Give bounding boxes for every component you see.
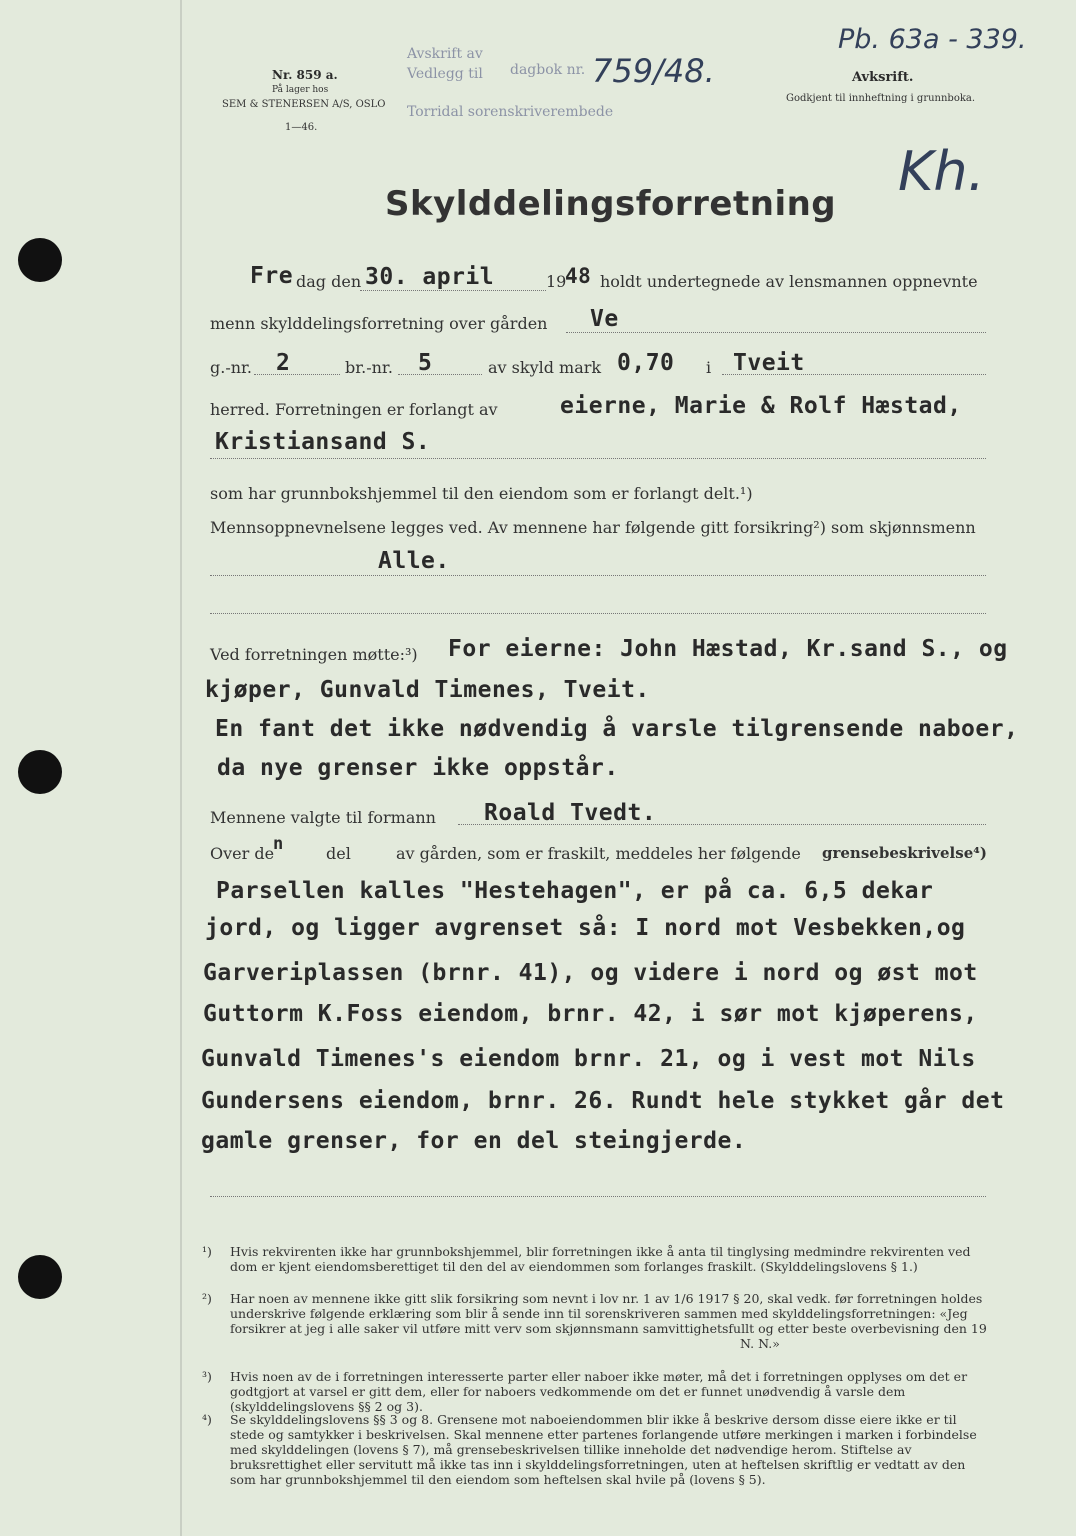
day-suffix: dag den (296, 272, 362, 291)
herred-name: Tveit (733, 350, 805, 376)
gnr-label: g.-nr. (210, 358, 253, 377)
publisher-line-2: SEM & STENERSEN A/S, OSLO (222, 99, 386, 110)
document-title: Skylddelingsforretning (385, 184, 837, 224)
attendance-label: Ved forretningen møtte:³) (210, 645, 418, 664)
skyld-value: 0,70 (617, 350, 675, 376)
punch-hole (18, 238, 62, 282)
line2-text: menn skylddelingsforretning over gården (210, 314, 548, 333)
publisher-line-1: På lager hos (272, 85, 329, 95)
over-superscript: n (273, 834, 284, 854)
i-label: i (706, 358, 712, 377)
description-line: gamle grenser, for en del steingjerde. (201, 1128, 747, 1154)
godkjent-note: Godkjent til innheftning i grunnboka. (786, 93, 976, 104)
stamp-line-2: Vedlegg til (407, 66, 483, 82)
description-line: Guttorm K.Foss eiendom, brnr. 42, i sør mot kjøperens, (203, 1001, 978, 1027)
print-date: 1—46. (285, 122, 318, 133)
witnesses: Alle. (378, 548, 450, 574)
bnr-label: br.-nr. (345, 358, 393, 377)
year-prefix: 19 (546, 272, 567, 291)
attendance-line-4: da nye grenser ikke oppstår. (217, 755, 619, 781)
footnote-2 (202, 1291, 992, 1351)
meeting-date: 30. april (365, 264, 495, 290)
footnote-number: ²) (202, 1291, 212, 1306)
footnote-4 (202, 1412, 992, 1487)
chairman-label: Mennene valgte til formann (210, 808, 436, 827)
bnr-value: 5 (418, 350, 433, 376)
punch-hole (18, 1255, 62, 1299)
footnote-text: Hvis rekvirenten ikke har grunnbokshjemmel, blir forretningen ikke å anta til tinglysing medmindre rekvirenten ved dom er kjent eiendomsberettiget til den del av eiendommen som forlanges fraskilt. (Skylddelingslovens § 1.) (230, 1244, 971, 1274)
margin-line (180, 0, 182, 1536)
year-suffix: 48 (565, 264, 592, 288)
description-line: jord, og ligger avgrenset så: I nord mot Vesbekken,og (205, 915, 966, 941)
requester-city: Kristiansand S. (215, 429, 431, 455)
stamp-line-3: Torridal sorenskriverembede (407, 104, 614, 120)
footnote-text: Har noen av mennene ikke gitt slik forsikring som nevnt i lov nr. 1 av 1/6 1917 § 20, skal vedk. før forretningen holdes underskrive følgende erklæring som blir å sende inn til sorenskriveren sammen med skylddelingsforretningen: «Jeg forsikrer at jeg i alle saker vil utføre mitt verv som skjønnsmann samvittighetsfullt og etter beste overbevisning den 19 (230, 1291, 987, 1336)
dotted-line (360, 290, 546, 291)
requester: eierne, Marie & Rolf Hæstad, (560, 393, 962, 419)
footnote-number: ¹) (202, 1244, 212, 1259)
footnote-text: Hvis noen av de i forretningen interesserte parter eller naboer ikke møter, må det i forretningen opplyses om det er godtgjort at varsel er gitt dem, eller for naboers vedkommende om det er funnet unødvendig å varsle dem (skylddelingslovens §§ 2 og 3). (230, 1369, 968, 1414)
line7-text: Mennsoppnevnelsene legges ved. Av mennene har følgende gitt forsikring²) som skjønnsmenn (210, 518, 976, 537)
description-line: Parsellen kalles "Hestehagen", er på ca. 6,5 dekar (216, 878, 934, 904)
dotted-line (210, 613, 986, 614)
day-typed: Fre (250, 263, 294, 289)
over-rest: av gården, som er fraskilt, meddeles her følgende (396, 844, 801, 863)
stamp-dagbok: dagbok nr. (510, 62, 586, 78)
dotted-line (398, 374, 482, 375)
dotted-line (566, 332, 986, 333)
initials-signature: Kh. (898, 140, 985, 203)
footnote-3 (202, 1369, 992, 1414)
attendance-line-2: kjøper, Gunvald Timenes, Tveit. (205, 677, 650, 703)
dotted-line (254, 374, 340, 375)
stamp-line-1: Avskrift av (407, 46, 483, 62)
grensebeskrivelse-label: grensebeskrivelse⁴) (822, 844, 987, 862)
line1-rest: holdt undertegnede av lensmannen oppnevnte (600, 272, 978, 291)
over-label: Over de (210, 844, 275, 863)
del-label: del (326, 844, 351, 863)
description-line: Gundersens eiendom, brnr. 26. Rundt hele stykket går det (201, 1088, 1005, 1114)
avskrift-label: Avksrift. (852, 70, 914, 85)
farm-name: Ve (590, 306, 619, 332)
footnote-number: ³) (202, 1369, 212, 1384)
line6-text: som har grunnbokshjemmel til den eiendom som er forlangt delt.¹) (210, 484, 753, 503)
dotted-line (210, 458, 986, 459)
line4-text: herred. Forretningen er forlangt av (210, 400, 498, 419)
gnr-value: 2 (276, 350, 291, 376)
skyld-label: av skyld mark (488, 358, 602, 377)
punch-hole (18, 750, 62, 794)
attendance-line-1: For eierne: John Hæstad, Kr.sand S., og (448, 636, 1008, 662)
footnote-signature: N. N.» (740, 1336, 780, 1351)
description-line: Gunvald Timenes's eiendom brnr. 21, og i vest mot Nils (201, 1046, 976, 1072)
footnote-text: Se skylddelingslovens §§ 3 og 8. Grensene mot naboeiendommen blir ikke å beskrive dersom disse eiere ikke er til stede og samtykker i beskrivelsen. Skal mennene etter partenes forlangende utføre merkingen i marken i forbindelse med skylddelingen (lovens § 7), må grensebeskrivelsen tillike inneholde det nødvendige herom. Stiftelse av bruksrettighet eller servitutt må ikke tas inn i skylddelingsforretningen, uten at heftelsen skriftlig er vedtatt av den som har grunnbokshjemmel til den eiendom som heftelsen skal hvile på (lovens § 5). (230, 1412, 977, 1487)
reference-number: Pb. 63a - 339. (838, 24, 1027, 55)
form-number: Nr. 859 a. (272, 68, 338, 82)
footnote-number: ⁴) (202, 1412, 212, 1427)
footnote-1 (202, 1244, 992, 1274)
attendance-line-3: En fant det ikke nødvendig å varsle tilgrensende naboer, (215, 716, 1019, 742)
dotted-line (210, 575, 986, 576)
dagbok-number: 759/48. (592, 52, 715, 90)
dotted-line (210, 1196, 986, 1197)
description-line: Garveriplassen (brnr. 41), og videre i nord og øst mot (203, 960, 978, 986)
chairman-name: Roald Tvedt. (484, 800, 657, 826)
